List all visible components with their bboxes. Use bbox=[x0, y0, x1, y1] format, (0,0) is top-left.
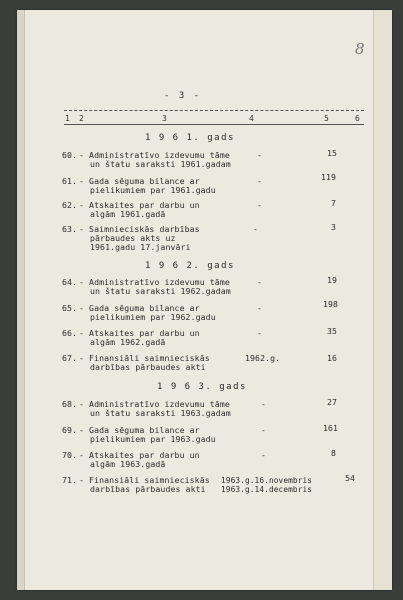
document-page bbox=[17, 10, 392, 590]
row-col5: 198 bbox=[323, 299, 339, 309]
row-title: - Atskaites par darbu un bbox=[79, 328, 200, 338]
col-header-2: 2 bbox=[79, 114, 84, 123]
row-col4: - bbox=[257, 150, 263, 160]
row-col4: - bbox=[261, 425, 267, 435]
row-col5: 15 bbox=[327, 148, 338, 158]
year-heading-1962: 1 9 6 2. gads bbox=[145, 261, 235, 271]
page-mark: 8 bbox=[355, 40, 365, 58]
row-number: 65. bbox=[62, 303, 78, 313]
row-title: algām 1963.gadā bbox=[90, 459, 166, 469]
row-number: 68. bbox=[62, 399, 78, 409]
col-header-3: 3 bbox=[162, 114, 167, 123]
row-title: pārbaudes akts uz bbox=[90, 233, 176, 243]
row-col5: 54 bbox=[345, 473, 356, 483]
row-number: 67. bbox=[62, 353, 78, 363]
row-col4: 1962.g. bbox=[245, 353, 281, 363]
row-title: - Atskaites par darbu un bbox=[79, 200, 200, 210]
header-bottom-rule bbox=[64, 124, 364, 125]
row-title: un štatu saraksti 1961.gadam bbox=[90, 159, 231, 169]
row-title: algām 1961.gadā bbox=[90, 209, 166, 219]
row-number: 63. bbox=[62, 224, 78, 234]
year-heading-1961: 1 9 6 1. gads bbox=[145, 133, 235, 143]
row-title: - Gada sēguma bilance ar bbox=[79, 425, 200, 435]
row-title: - Finansiāli saimnieciskās bbox=[79, 353, 210, 363]
row-col5: 35 bbox=[327, 326, 338, 336]
header-top-rule bbox=[64, 110, 364, 111]
row-number: 61. bbox=[62, 176, 78, 186]
row-col5: 8 bbox=[331, 448, 337, 458]
row-title: darbības pārbaudes akti bbox=[90, 362, 206, 372]
row-col5: 19 bbox=[327, 275, 338, 285]
row-col5: 27 bbox=[327, 397, 338, 407]
col-header-4: 4 bbox=[249, 114, 254, 123]
row-title: algām 1962.gadā bbox=[90, 337, 166, 347]
col-header-1: 1 bbox=[65, 114, 70, 123]
col-header-5: 5 bbox=[324, 114, 329, 123]
row-title: pielikumiem par 1963.gadu bbox=[90, 434, 216, 444]
col-header-6: 6 bbox=[355, 114, 360, 123]
row-col5: 7 bbox=[331, 198, 337, 208]
row-col4: - bbox=[257, 277, 263, 287]
right-margin-strip bbox=[373, 10, 392, 590]
row-title: - Gada sēguma bilance ar bbox=[79, 176, 200, 186]
row-title: - Administratīvo izdevumu tāme bbox=[79, 150, 230, 160]
row-title: pielikumiem par 1962.gadu bbox=[90, 312, 216, 322]
page-number: - 3 - bbox=[164, 91, 202, 101]
row-col4: - bbox=[261, 399, 267, 409]
row-col5: 161 bbox=[323, 423, 339, 433]
row-number: 64. bbox=[62, 277, 78, 287]
row-col4: - bbox=[257, 328, 263, 338]
row-title: - Administratīvo izdevumu tāme bbox=[79, 399, 230, 409]
row-number: 71. bbox=[62, 475, 78, 485]
row-col4: 1963.g.16.novembris bbox=[221, 476, 313, 485]
year-heading-1963: 1 9 6 3. gads bbox=[157, 382, 247, 392]
row-title: - Gada sēguma bilance ar bbox=[79, 303, 200, 313]
row-title: - Administratīvo izdevumu tāme bbox=[79, 277, 230, 287]
row-title: - Atskaites par darbu un bbox=[79, 450, 200, 460]
row-number: 62. bbox=[62, 200, 78, 210]
row-col5: 16 bbox=[327, 353, 338, 363]
row-title: un štatu saraksti 1963.gadam bbox=[90, 408, 231, 418]
row-title: 1961.gadu 17.janvāri bbox=[90, 242, 191, 252]
row-title: darbības pārbaudes akti bbox=[90, 484, 206, 494]
row-number: 60. bbox=[62, 150, 78, 160]
binding-edge bbox=[17, 10, 25, 590]
row-col4-end: 1963.g.14.decembris bbox=[221, 485, 313, 494]
row-col4: - bbox=[253, 224, 259, 234]
row-number: 69. bbox=[62, 425, 78, 435]
row-title: - Finansiāli saimnieciskās bbox=[79, 475, 210, 485]
row-col5: 3 bbox=[331, 222, 337, 232]
row-col5: 119 bbox=[321, 172, 337, 182]
row-title: un štatu saraksti 1962.gadam bbox=[90, 286, 231, 296]
row-number: 66. bbox=[62, 328, 78, 338]
row-title: - Saimnieciskās darbības bbox=[79, 224, 200, 234]
row-col4: - bbox=[257, 303, 263, 313]
row-col4: - bbox=[257, 176, 263, 186]
row-title: pielikumiem par 1961.gadu bbox=[90, 185, 216, 195]
row-number: 70. bbox=[62, 450, 78, 460]
row-col4: - bbox=[257, 200, 263, 210]
row-col4: - bbox=[261, 450, 267, 460]
